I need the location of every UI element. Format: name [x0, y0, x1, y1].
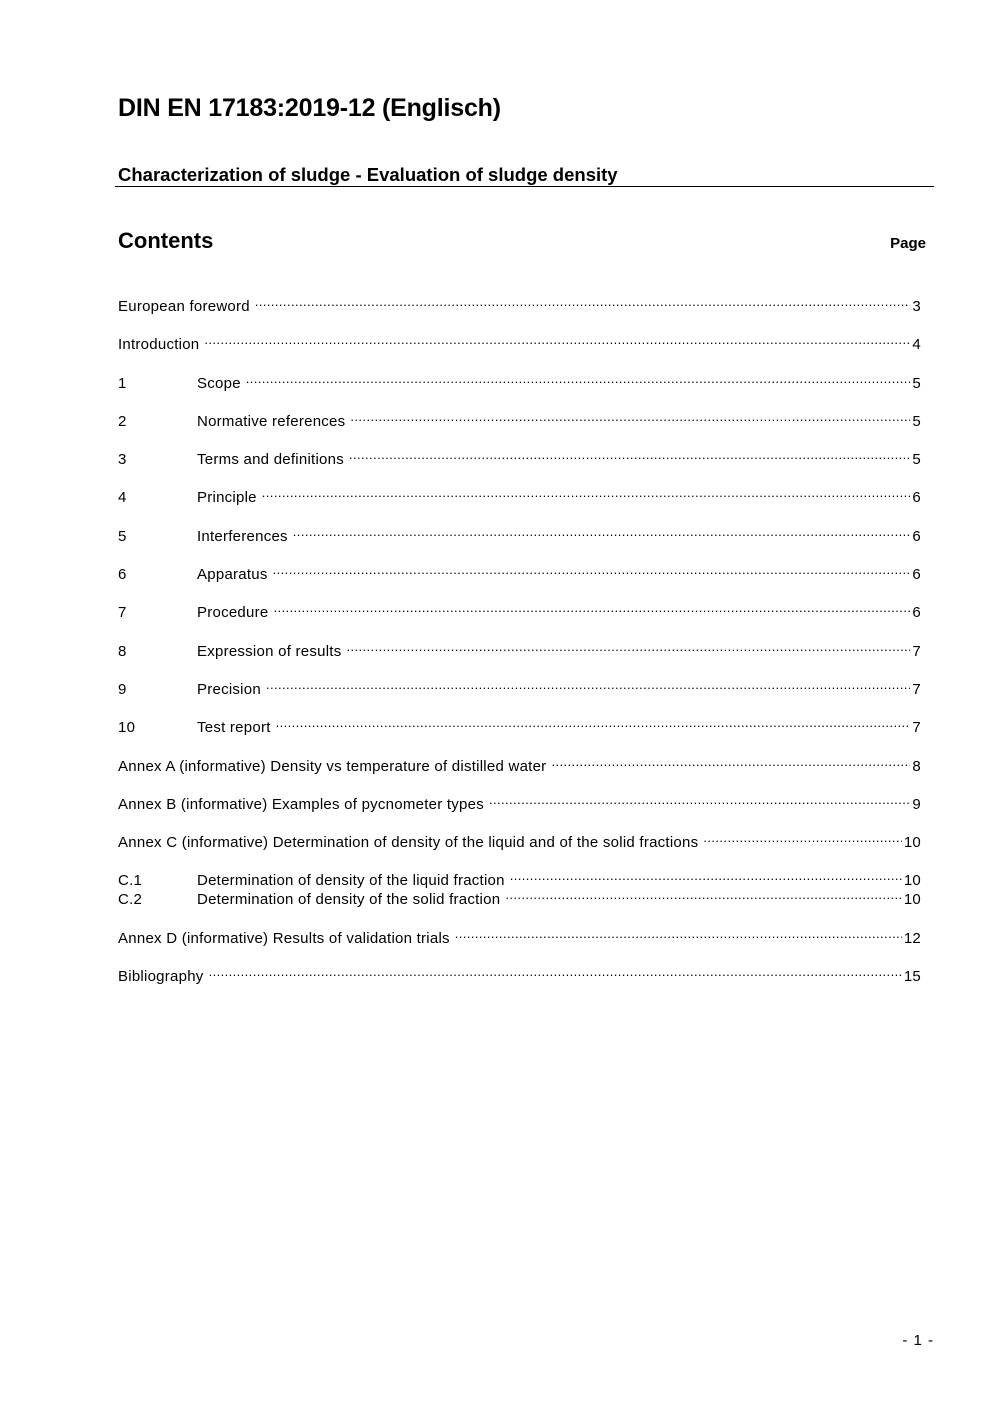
toc-entry-number: 9	[118, 680, 127, 698]
toc-entry-text: European foreword	[118, 298, 250, 315]
toc-entry-page: 8	[912, 757, 921, 775]
toc-entry-terms-and-definitions[interactable]	[118, 445, 921, 469]
toc-leader-dots	[703, 828, 901, 847]
toc-entry-page: 10	[903, 891, 921, 909]
page-column-label: Page	[890, 235, 926, 252]
toc-entry-page: 5	[912, 412, 921, 430]
toc-entry-page: 12	[903, 929, 921, 947]
toc-entry-text: Terms and definitions	[197, 451, 344, 469]
toc-entry-text: Principle	[197, 489, 257, 507]
toc-leader-dots	[350, 407, 910, 426]
toc-entry-test-report[interactable]	[118, 713, 921, 737]
toc-entry-text: Interferences	[197, 527, 288, 545]
toc-entry-number: 1	[118, 374, 127, 392]
toc-entry-procedure[interactable]	[118, 598, 921, 622]
toc-entry-annex-a[interactable]	[118, 752, 921, 775]
toc-entry-page: 6	[912, 604, 921, 622]
toc-leader-dots	[505, 885, 901, 904]
toc-leader-dots	[293, 522, 911, 541]
toc-entry-text: Annex C (informative) Determination of density of the liquid and of the solid fractions	[118, 834, 699, 852]
toc-entry-number: 6	[118, 566, 127, 584]
toc-entry-text: Apparatus	[197, 566, 268, 584]
toc-entry-page: 5	[912, 451, 921, 469]
toc-entry-principle[interactable]	[118, 483, 921, 507]
toc-entry-expression-of-results[interactable]	[118, 637, 921, 660]
toc-entry-european-foreword[interactable]	[118, 292, 921, 315]
toc-leader-dots	[489, 790, 910, 809]
toc-entry-page: 6	[912, 566, 921, 584]
toc-entry-text: Scope	[197, 374, 241, 392]
toc-entry-text: Precision	[197, 680, 261, 698]
toc-entry-number: 7	[118, 604, 127, 622]
toc-entry-page: 7	[912, 680, 921, 698]
toc-entry-text: Test report	[197, 719, 271, 737]
toc-entry-apparatus[interactable]	[118, 560, 921, 584]
title-rule	[115, 186, 934, 187]
toc-entry-normative-references[interactable]	[118, 407, 921, 430]
toc-entry-number: 5	[118, 527, 127, 545]
toc-entry-scope[interactable]	[118, 369, 921, 392]
toc-leader-dots	[349, 445, 910, 464]
toc-entry-page: 5	[912, 374, 921, 392]
toc-entry-bibliography[interactable]	[118, 962, 921, 986]
document-subtitle: Characterization of sludge - Evaluation of sludge density	[118, 164, 618, 185]
toc-entry-annex-c[interactable]	[118, 828, 921, 852]
toc-leader-dots	[266, 675, 910, 694]
toc-leader-dots	[262, 483, 911, 502]
footer-page-number: - 1 -	[902, 1332, 934, 1349]
toc-entry-number: 3	[118, 451, 127, 469]
toc-entry-text: Determination of density of the solid fraction	[197, 891, 501, 909]
table-of-contents	[118, 292, 921, 1000]
toc-leader-dots	[273, 560, 911, 579]
toc-entry-page: 10	[903, 834, 921, 852]
toc-entry-number: 8	[118, 642, 127, 660]
toc-entry-text: Introduction	[118, 336, 200, 354]
toc-leader-dots	[204, 330, 910, 349]
toc-leader-dots	[346, 637, 910, 656]
toc-leader-dots	[510, 866, 902, 885]
toc-entry-text: Bibliography	[118, 968, 204, 986]
toc-entry-page: 7	[912, 642, 921, 660]
toc-leader-dots	[273, 598, 910, 617]
toc-entry-number: 4	[118, 489, 127, 507]
toc-entry-annex-c-2[interactable]	[118, 885, 921, 909]
toc-entry-annex-d[interactable]	[118, 924, 921, 947]
toc-entry-precision[interactable]	[118, 675, 921, 698]
toc-entry-number: C.2	[118, 891, 143, 909]
toc-entry-text: Annex B (informative) Examples of pycnometer types	[118, 795, 484, 813]
toc-entry-text: Annex D (informative) Results of validation trials	[118, 929, 450, 947]
toc-leader-dots	[551, 752, 910, 771]
toc-entry-page: 6	[912, 527, 921, 545]
toc-entry-page: 3	[912, 298, 921, 315]
toc-leader-dots	[246, 369, 911, 388]
toc-entry-text: Normative references	[197, 412, 346, 430]
toc-entry-number: C.1	[118, 872, 143, 890]
toc-leader-dots	[455, 924, 902, 943]
toc-entry-page: 15	[903, 968, 921, 986]
toc-entry-page: 10	[903, 872, 921, 890]
toc-entry-text: Annex A (informative) Density vs temperature of distilled water	[118, 757, 547, 775]
contents-heading: Contents	[118, 228, 214, 253]
toc-entry-text: Determination of density of the liquid fraction	[197, 872, 505, 890]
toc-leader-dots	[209, 962, 902, 981]
toc-entry-introduction[interactable]	[118, 330, 921, 354]
toc-entry-annex-c-1[interactable]	[118, 866, 921, 890]
toc-entry-text: Procedure	[197, 604, 269, 622]
toc-leader-dots	[255, 292, 911, 311]
toc-entry-page: 4	[912, 336, 921, 354]
toc-entry-page: 7	[912, 719, 921, 737]
toc-leader-dots	[276, 713, 911, 732]
toc-entry-annex-b[interactable]	[118, 790, 921, 813]
toc-entry-text: Expression of results	[197, 642, 342, 660]
toc-entry-page: 9	[912, 795, 921, 813]
toc-entry-number: 2	[118, 412, 127, 430]
toc-entry-number: 10	[118, 719, 136, 737]
toc-entry-page: 6	[912, 489, 921, 507]
document-title: DIN EN 17183:2019-12 (Englisch)	[118, 94, 501, 122]
toc-entry-interferences[interactable]	[118, 522, 921, 545]
